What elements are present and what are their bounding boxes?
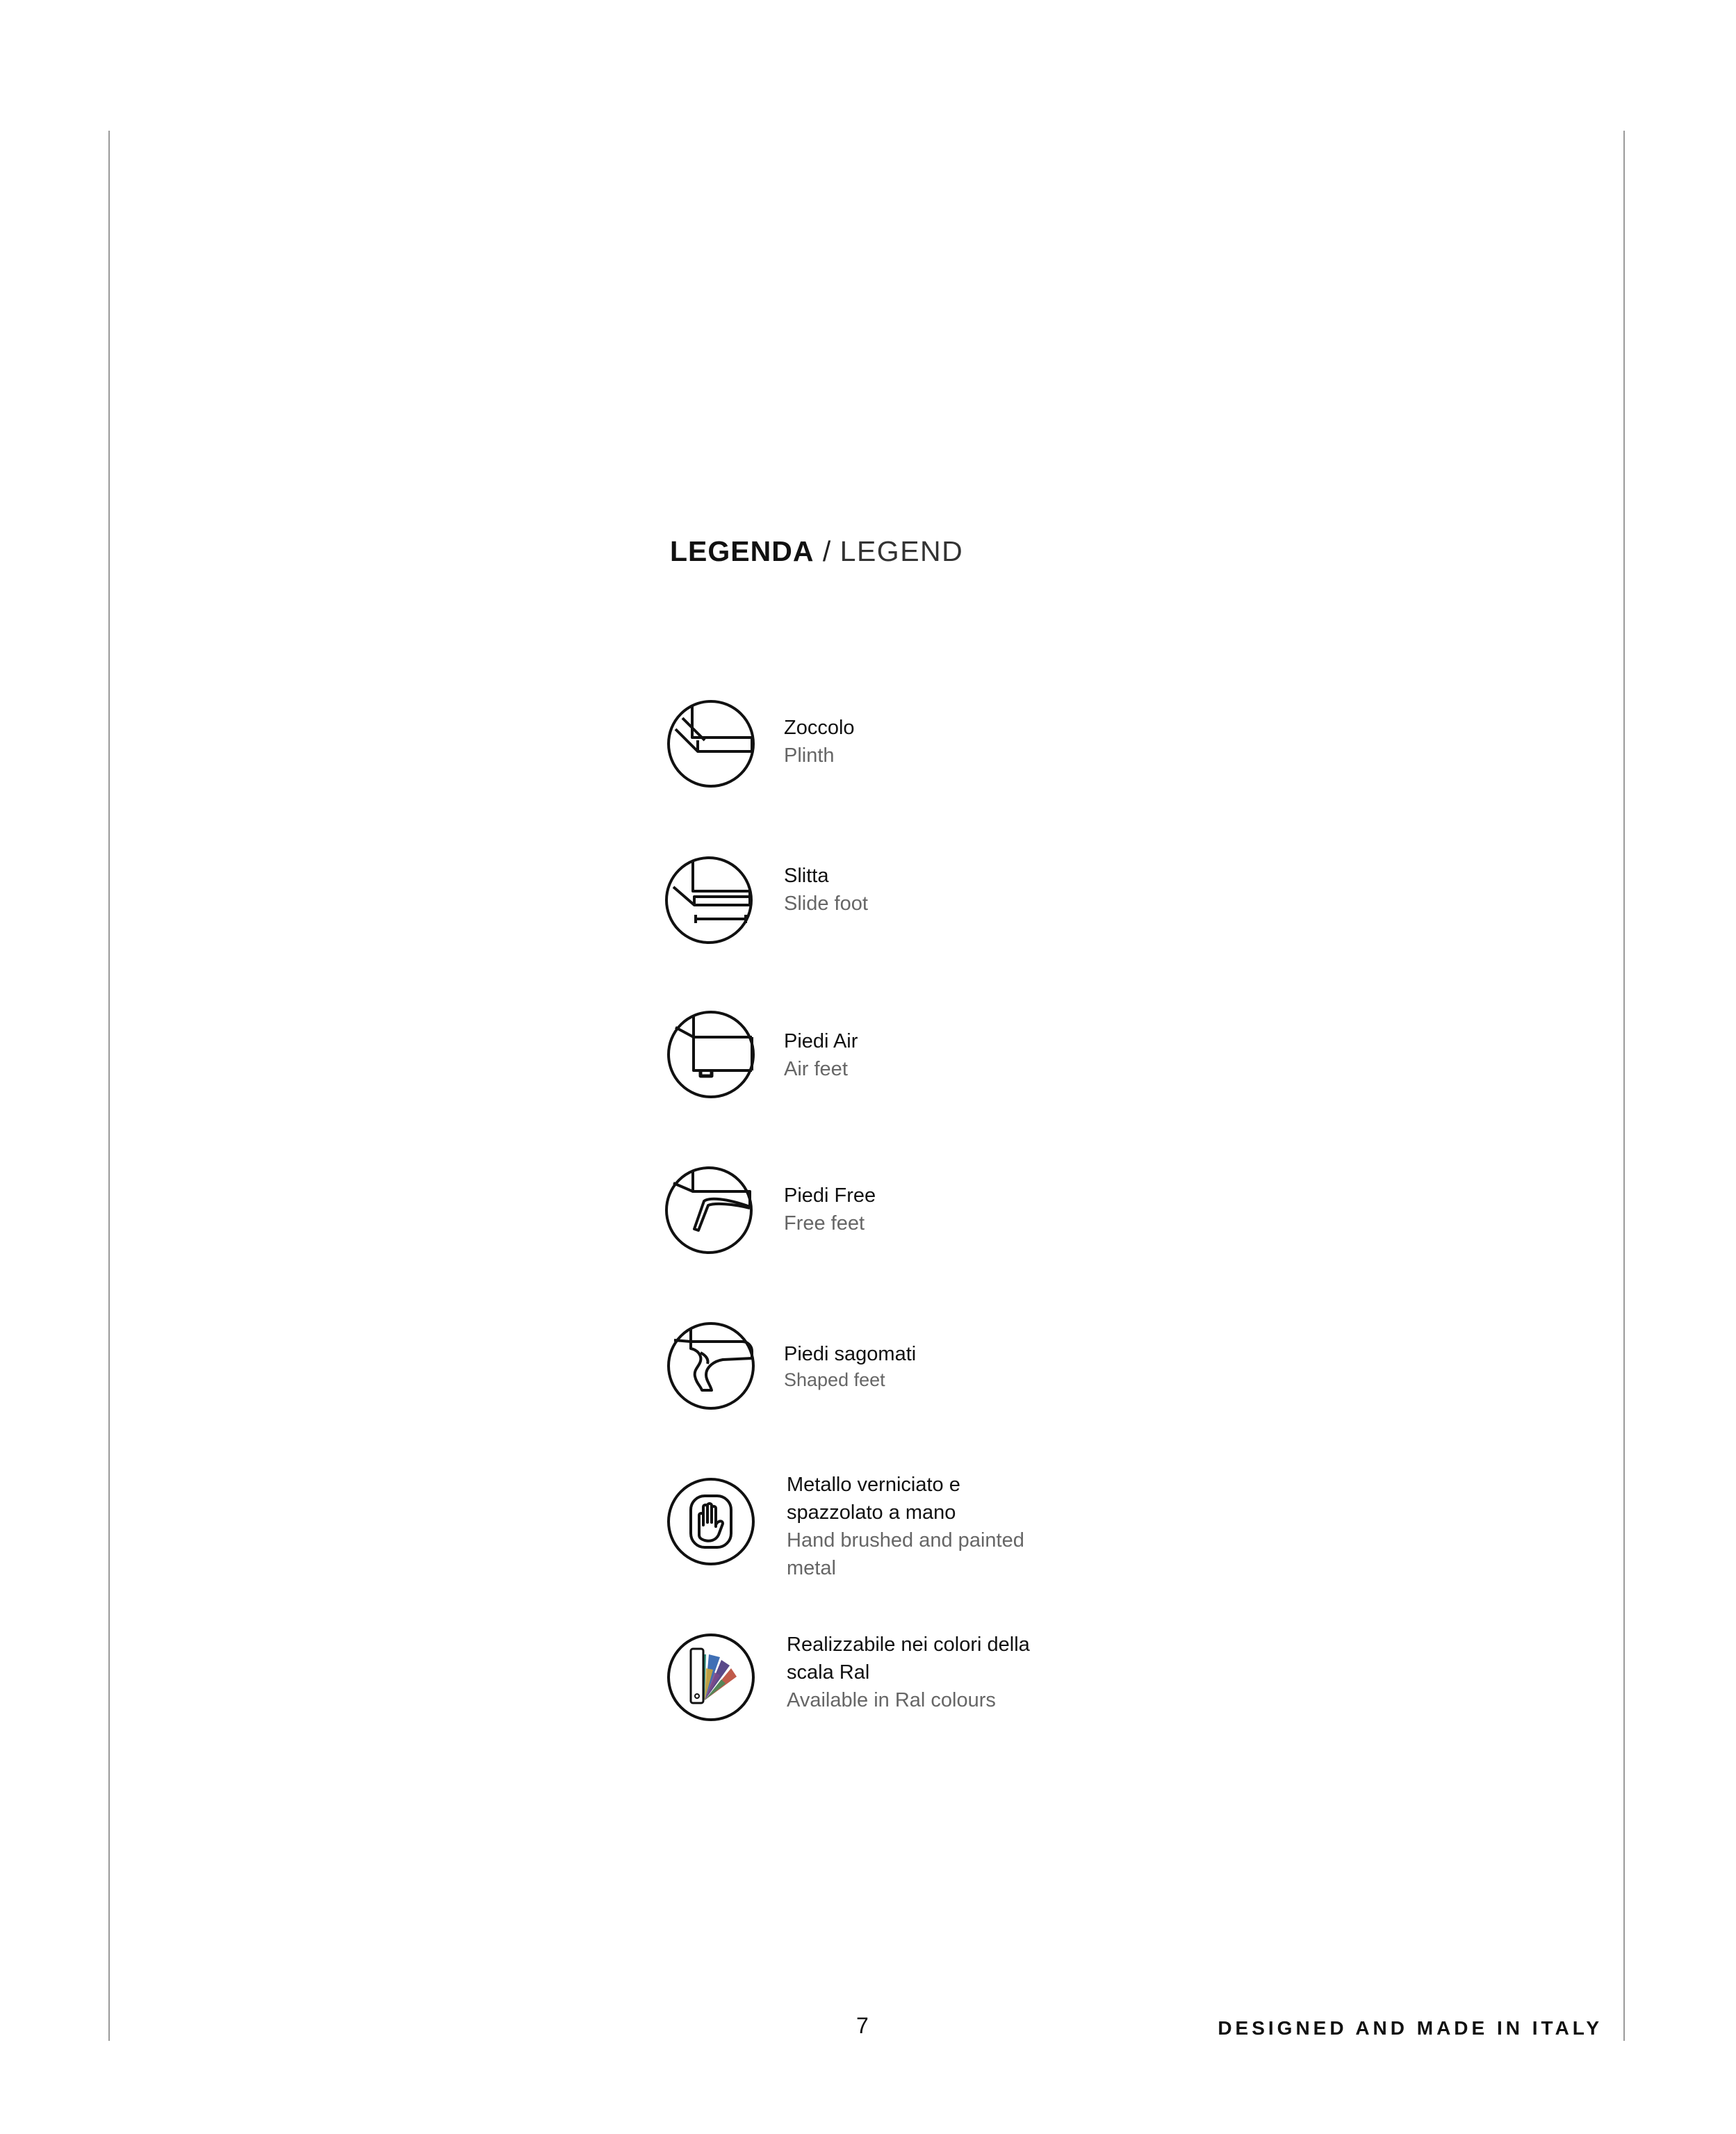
title-italian: LEGENDA — [670, 535, 814, 567]
legend-label-it-line1: Realizzabile nei colori della — [787, 1634, 1030, 1656]
page-number: 7 — [856, 2013, 869, 2038]
legend-label-en: Free feet — [784, 1212, 865, 1235]
footer-tagline: DESIGNED AND MADE IN ITALY — [1218, 2017, 1603, 2039]
legend-label-it: Piedi Air — [784, 1030, 858, 1052]
legend-label-en: Air feet — [784, 1058, 848, 1080]
air-feet-icon — [666, 1009, 756, 1100]
legend-text — [784, 714, 855, 769]
page-title — [670, 535, 963, 568]
legend-label-en-line2: metal — [787, 1557, 836, 1579]
legend-label-it: Zoccolo — [784, 717, 855, 739]
hand-icon — [666, 1476, 756, 1567]
legend-label-en-line1: Available in Ral colours — [787, 1689, 996, 1711]
legend-label-it-line2: scala Ral — [787, 1661, 870, 1684]
legend-label-en-line1: Hand brushed and painted — [787, 1529, 1024, 1551]
title-english: LEGEND — [840, 535, 964, 567]
slide-foot-icon — [664, 855, 754, 945]
colour-fan-icon — [666, 1632, 756, 1722]
legend-label-it-line1: Metallo verniciato e — [787, 1474, 960, 1496]
plinth-icon — [666, 699, 756, 789]
free-feet-icon — [664, 1165, 754, 1255]
legend-label-it: Piedi sagomati — [784, 1343, 917, 1365]
legend-label-it: Slitta — [784, 865, 829, 887]
legend-label-en: Slide foot — [784, 893, 868, 915]
legend-text — [784, 1182, 876, 1237]
shaped-feet-icon — [666, 1321, 756, 1411]
legend-label-it-line2: spazzolato a mano — [787, 1501, 956, 1524]
title-separator: / — [814, 535, 840, 567]
legend-text — [787, 1471, 1024, 1582]
legend-text — [784, 862, 868, 918]
legend-label-en: Shaped feet — [784, 1369, 885, 1390]
legend-text — [784, 1340, 916, 1392]
right-margin-rule — [1623, 131, 1625, 2041]
legend-label-en: Plinth — [784, 744, 835, 767]
left-margin-rule — [108, 131, 110, 2041]
legend-text — [787, 1631, 1030, 1714]
legend-label-it: Piedi Free — [784, 1184, 876, 1207]
legend-text — [784, 1027, 858, 1083]
